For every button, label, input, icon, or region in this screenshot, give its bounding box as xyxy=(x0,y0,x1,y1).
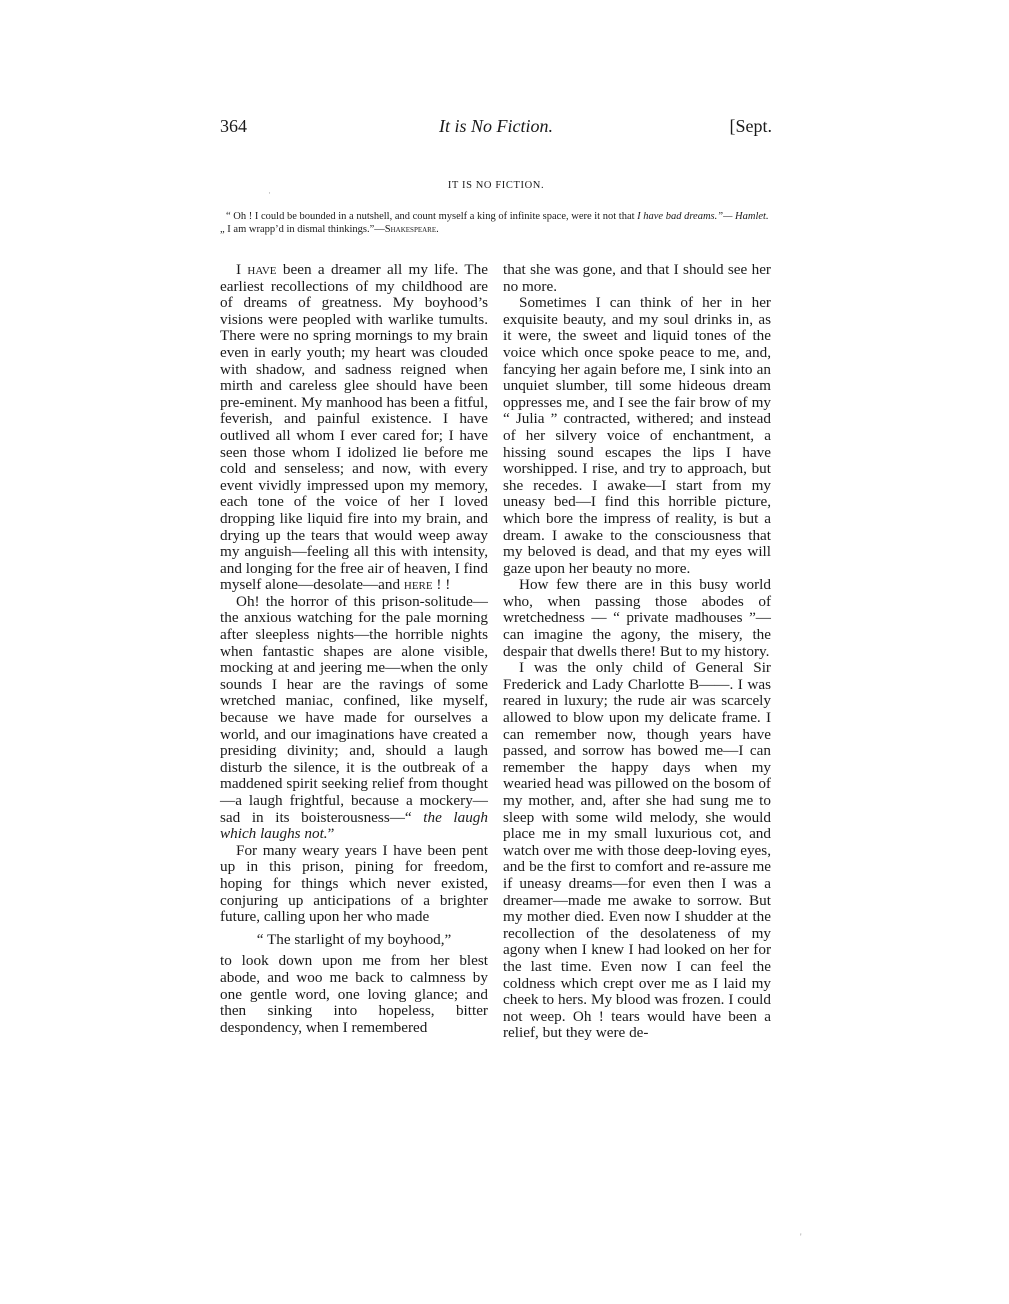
article-title: IT IS NO FICTION. xyxy=(447,180,545,191)
epigraph-hamlet-text: “ Oh ! I could be bounded in a nutshell, and count myself a king of infinite space, were it not that xyxy=(226,211,638,222)
right-column xyxy=(503,262,771,1042)
paragraph-prison-text: Oh! the horror of this prison-solitude—the anxious watching for the pale morning after sleepless nights—the horrible nights when fantastic shapes are alone visible, mocking at and jeering me—when the only sounds I hear are the ravings of some wretched maniac, confined, like myself, because we have made for ourselves a world, and our imaginations have created a presiding divinity; and, should a laugh disturb the silence, it is the outbreak of a maddened spirit seeking relief from thought—a laugh frightful, because a mockery—sad in its boisterousness—“ xyxy=(220,592,488,826)
starlight-quote: “ The starlight of my boyhood,” xyxy=(256,930,452,948)
scan-speck: · xyxy=(268,188,271,198)
scan-speck: ' xyxy=(800,1232,802,1242)
laugh-quote-close: ” xyxy=(327,825,335,843)
epigraph-shakespeare xyxy=(220,224,772,237)
running-header xyxy=(220,116,772,140)
here-punctuation: ! ! xyxy=(432,576,451,594)
paragraph-gone: that she was gone, and that I should see her no more. xyxy=(503,261,771,295)
page-number: 364 xyxy=(220,116,247,136)
left-column xyxy=(220,262,488,1036)
paragraph-weary-years: For many weary years I have been pent up in this prison, pining for freedom, hoping for things which never existed, conjuring up anticipations of a brighter future, calling upon her who made xyxy=(220,841,488,926)
epigraph-shakespeare-text: „ I am wrapp’d in dismal thinkings.”— xyxy=(220,223,385,235)
laugh-quote: the laugh which laughs not. xyxy=(220,808,488,843)
paragraph-opening-text: been a dreamer all my life. The earliest recollections of my childhood are of dreams of greatness. My boyhood’s visions were peopled with warlike tumults. There were no spring mornings to my brain even in early youth; my heart was clouded with shadow, and sadness reigned when mirth and careless glee should have been pre-eminent. My manhood has been a fitful, feverish, and painful existence. I have outlived all whom I ever cared for; I have seen those whom I idolized lie before me cold and senseless; and now, with every event vividly impressed upon my memory, each tone of the voice of her I loved dropping like liquid fire into my brain, and drying up the tears that would weep away my anguish—feeling all this with intensity, and longing for the free air of heaven, I find myself alone—desolate—and xyxy=(220,261,488,594)
paragraph-prison-solitude xyxy=(220,594,488,843)
epigraph-hamlet-citation: I have bad dreams.”— Hamlet. xyxy=(637,211,769,222)
paragraph-sometimes: Sometimes I can think of her in her exquisite beauty, and my soul drinks in, as it were, the sweet and liquid tones of the voice which once spoke peace to me, and, fancying her again before me, I sink into an unquiet slumber, till some hideous dream oppresses me, and I see the fair brow of my “ Julia ” contracted, withered; and instead of her silvery voice of enchantment, a hissing sound escapes the lips I have worshipped. I rise, and try to approach, but she recedes. I awake—I start from my uneasy bed—I find this horrible picture, which bore the impress of reality, is but a dream. I awake to the consciousness that my beloved is dead, and that my eyes will gaze upon her beauty no more. xyxy=(503,294,771,577)
paragraph-how-few: How few there are in this busy world who, when passing those abodes of wretchedness — “ private madhouses ”—can imagine the agony, the misery, the despair that dwells there! But to my history. xyxy=(503,576,771,660)
running-month: [Sept. xyxy=(729,116,772,136)
paragraph-only-child: I was the only child of General Sir Frederick and Lady Charlotte B——. I was reared in luxury; the rude air was scarcely allowed to blow upon my delicate frame. I can remember now, though years have passed, and sorrow has bowed me—I can remember the happy days when my wearied head was pillowed on the bosom of my mother, and, after she had sung me to sleep with some wild melody, she would place me in my small luxurious cot, and watch over me with those deep-loving eyes, and be the first to comfort and re-assure me if uneasy dreams—for even then I was a dreamer—made me awake to sorrow. But my mother died. Even now I shudder at the recollection of the desolateness of my agony when I knew I had looked on her for the last time. Even now I can feel the coldness which crept over me as I laid my cheek to hers. My blood was frozen. I could not weep. Oh ! tears would have been a relief, but they were de- xyxy=(503,659,771,1042)
epigraph-author: Shakespeare. xyxy=(384,223,439,235)
running-title: It is No Fiction. xyxy=(439,116,553,136)
paragraph-opening xyxy=(220,262,488,594)
here-small-caps: here xyxy=(403,576,433,594)
opening-small-caps: I have xyxy=(236,261,277,278)
paragraph-look-down: to look down upon me from her blest abode, and woo me back to calmness by one gentle word, one loving glance; and then sinking into hopeless, bitter despondency, when I remembered xyxy=(220,952,488,1036)
epigraph-hamlet xyxy=(220,211,772,224)
epigraph xyxy=(220,211,772,236)
